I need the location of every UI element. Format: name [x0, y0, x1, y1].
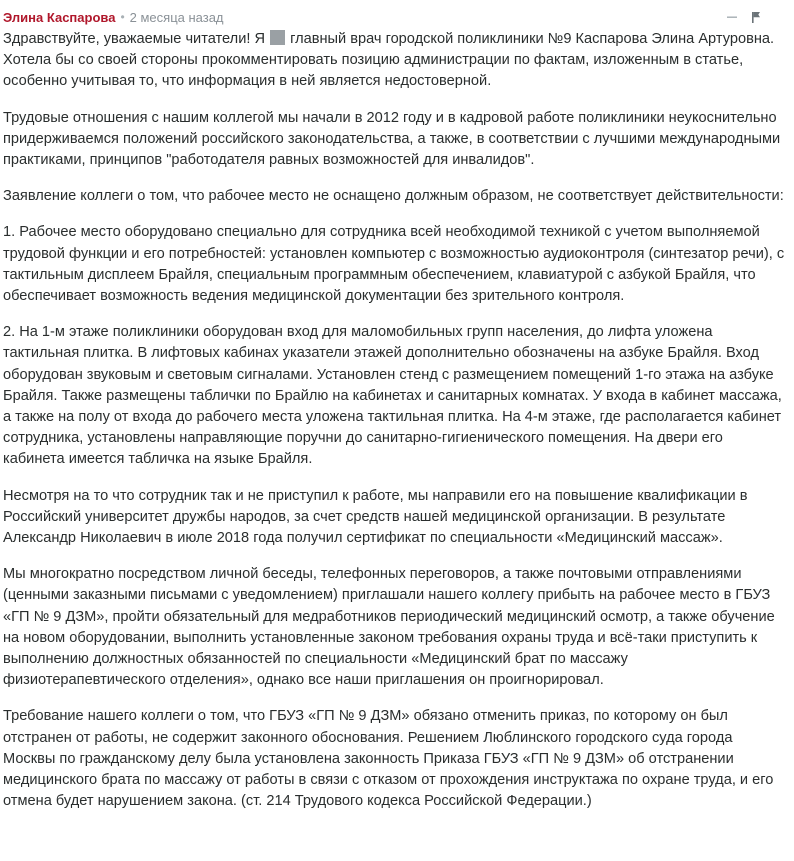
comment-header [3, 6, 794, 28]
flag-icon[interactable] [748, 9, 764, 25]
meta-separator: • [120, 10, 125, 24]
comment-author[interactable]: Элина Каспарова [3, 9, 116, 25]
redacted-block [270, 30, 285, 45]
paragraph-1-start: Здравствуйте, уважаемые читатели! Я [3, 31, 270, 47]
comment-paragraph-5: 2. На 1-м этаже поликлиники оборудован вход для маломобильных групп населения, до лифта уложена тактильная плитка. В лифтовых кабинах указатели этажей дополнительно обозначены на азбуке Брайля. Вход оборудован звуковым и световым сигналами. Установлен стенд с размещением помещений 1-го этажа на азбуке Брайля. Также размещены таблички по Брайлю на кабинетах и санитарных комнатах. У входа в кабинет массажа, а также на полу от входа до рабочего места уложена тактильная плитка. На 4-м этаже, где располагается кабинет сотрудника, установлены направляющие поручни до санитарно-гигиенического помещения. На двери его кабинета имеется табличка на языке Брайля. [3, 324, 782, 468]
comment-actions [716, 6, 764, 28]
comment-paragraph-7: Мы многократно посредством личной беседы, телефонных переговоров, а также почтовыми отправлениями (ценными заказными письмами с уведомлением) приглашали нашего коллегу прибыть на рабочее место в ГБУЗ «ГП № 9 ДЗМ», пройти обязательный для медработников периодический медицинский осмотр, а также обучение на новом оборудовании, выполнить установленные законом требования охраны труда и всё-таки приступить к выполнению должностных обязанностей по специальности «Медицинский брат по массажу физиотерапевтического отделения», однако все наши приглашения он проигнорировал. [3, 566, 775, 689]
comment-body [3, 29, 785, 828]
comment-paragraph-3: Заявление коллеги о том, что рабочее место не оснащено должным образом, не соответствует действительности: [3, 188, 784, 205]
paragraph-1-end: главный врач городской поликлиники №9 Каспарова Элина Артуровна. Хотела бы со своей стороны прокомментировать позицию администрации по фактам, изложенным в статье, особенно учитывая то, что информация в ней является недостоверной. [3, 31, 775, 90]
comment-paragraph-4: 1. Рабочее место оборудовано специально для сотрудника всей необходимой техникой с учетом выполняемой трудовой функции и его потребностей: установлен компьютер с возможностью аудиоконтроля (синтезатор речи), с тактильным дисплеем Брайля, специальным программным обеспечением, клавиатурой с азбукой Брайля, что обеспечивает возможность ведения медицинской документации без зрительного контроля. [3, 224, 785, 305]
comment-paragraph-6: Несмотря на то что сотрудник так и не приступил к работе, мы направили его на повышение квалификации в Российский университет дружбы народов, за счет средств нашей медицинской организации. В результате Александр Николаевич в июле 2018 года получил сертификат по специальности «Медицинский массаж». [3, 487, 748, 547]
minus-icon[interactable] [724, 9, 740, 25]
comment-paragraph-8: Требование нашего коллеги о том, что ГБУЗ «ГП № 9 ДЗМ» обязано отменить приказ, по которому он был отстранен от работы, не содержит законного обоснования. Решением Люблинского городского суда города Москвы по гражданскому делу была установлена законность Приказа ГБУЗ «ГП № 9 ДЗМ» об отстранении медицинского брата по массажу от работы в связи с отказом от прохождения инструктажа по охране труда, и его отмена будет нарушением закона. (ст. 214 Трудового кодекса Российской Федерации.) [3, 708, 774, 810]
comment-timestamp[interactable]: 2 месяца назад [129, 9, 224, 25]
comment-paragraph-2: Трудовые отношения с нашим коллегой мы начали в 2012 году и в кадровой работе поликлиники неукоснительно придерживаемся положений российского законодательства, а также, в соответствии с лучшими международными практиками, принципов "работодателя равных возможностей для инвалидов". [3, 109, 781, 169]
comment-paragraph-1 [3, 29, 785, 93]
